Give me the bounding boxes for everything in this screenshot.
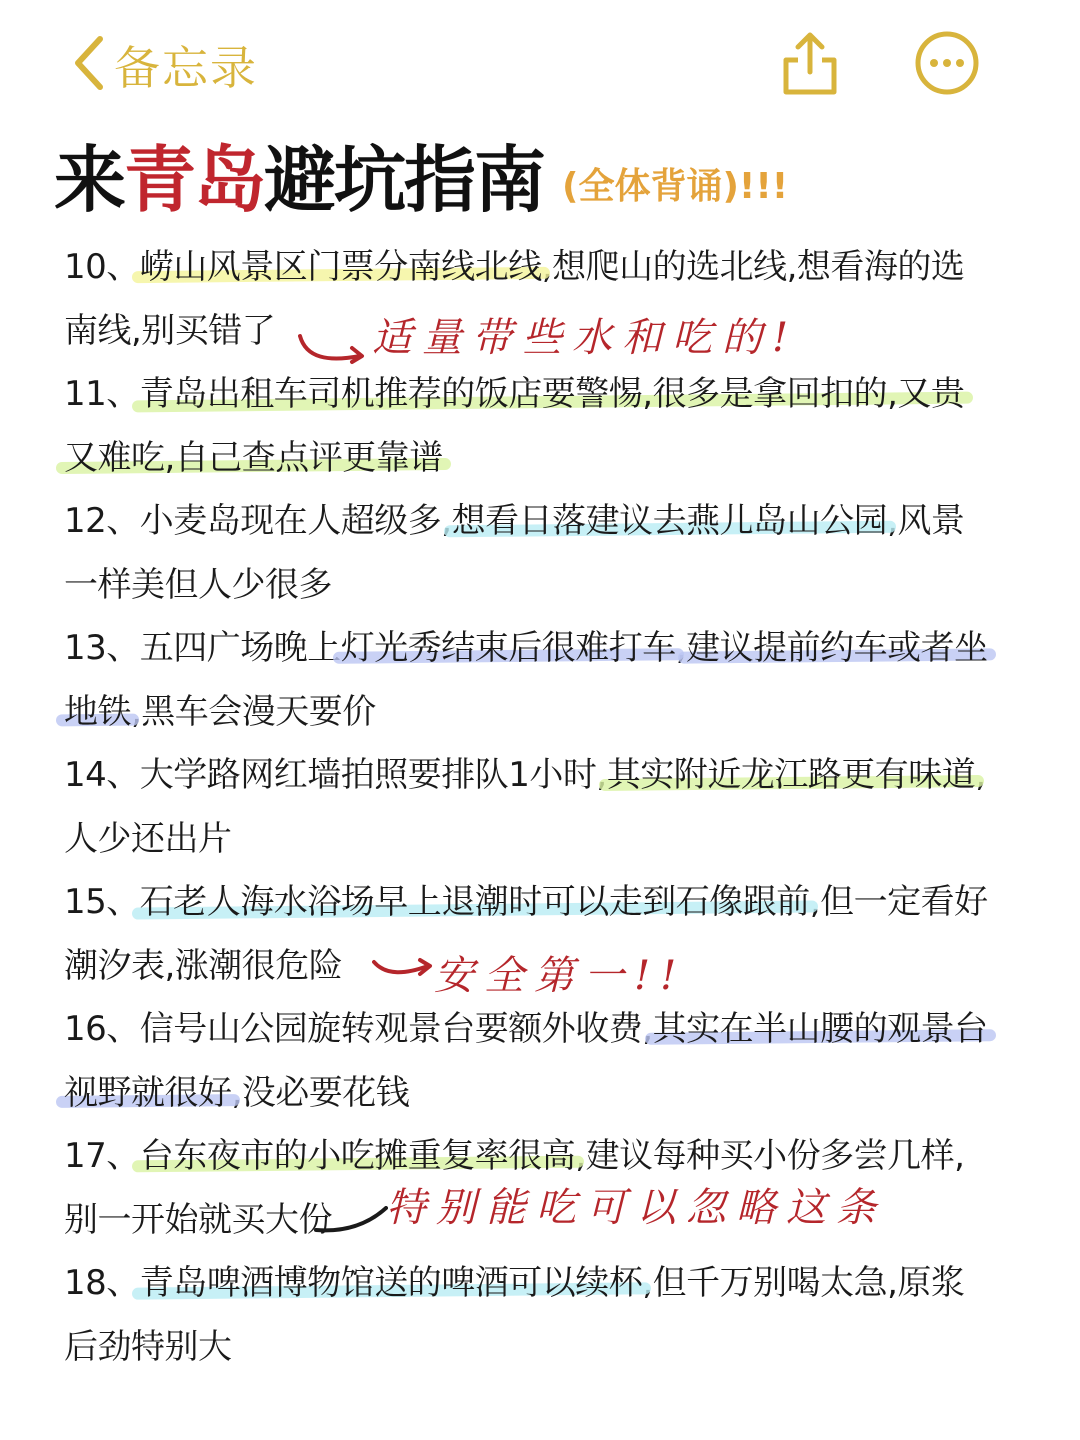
tip-highlight: 建议提前约车或者坐 — [686, 628, 988, 668]
more-button[interactable] — [914, 30, 980, 96]
ellipsis-circle-icon — [914, 81, 980, 100]
share-button[interactable] — [780, 30, 840, 96]
tip-text: 潮汐表,涨潮很危险 — [64, 945, 343, 986]
tip-text: 人少还出片 — [64, 818, 232, 859]
tip-highlight: 台东夜市的小吃摊重复率很高 — [139, 1136, 576, 1176]
tip-text: 18、 — [64, 1263, 140, 1303]
tip-text: 12、小麦岛现在人超级多, — [64, 501, 452, 541]
tip-highlight: 想看日落建议去燕儿岛山公园 — [451, 501, 888, 541]
tip-text: 10、 — [64, 247, 140, 287]
handnote-water: 适量带些水和吃的! — [372, 315, 799, 361]
back-label: 备忘录 — [114, 41, 258, 95]
tip-text: 17、 — [64, 1136, 140, 1176]
tip-highlight: 地铁 — [64, 691, 131, 732]
title-part2: 避坑指南 — [264, 138, 545, 222]
handnote-eat: 特别能吃可以忽略这条 — [386, 1185, 886, 1231]
top-bar — [0, 0, 1080, 130]
tip-highlight: 青岛出租车司机推荐的饭店要警惕,很多是拿回扣的,又贵 — [139, 374, 965, 414]
tip-highlight: 其实在半山腰的观景台 — [652, 1009, 988, 1049]
title-part1: 来 — [54, 138, 125, 222]
tip-highlight: 灯光秀结束后很难打车 — [340, 628, 676, 668]
tip-text: ,建议每种买小份多尝几样, — [575, 1136, 965, 1176]
tip-11 — [64, 363, 1024, 490]
tip-text: 后劲特别大 — [64, 1326, 232, 1367]
page-title — [54, 122, 544, 226]
title-row — [54, 122, 1054, 222]
tip-12 — [64, 490, 1024, 617]
share-icon — [780, 81, 840, 100]
title-accent: 青岛 — [124, 138, 265, 222]
tip-text: , — [675, 628, 687, 668]
tip-text: 15、 — [64, 882, 140, 922]
tip-text: ,风景 — [887, 501, 965, 541]
tip-text: 16、信号山公园旋转观景台要额外收费, — [64, 1009, 653, 1049]
tip-highlight: 其实附近龙江路更有味道 — [606, 755, 976, 795]
back-button[interactable] — [72, 30, 258, 100]
tip-text: , — [975, 755, 986, 795]
tip-18 — [64, 1252, 1024, 1379]
tip-highlight: 石老人海水浴场早上退潮时可以走到石像跟前 — [139, 882, 810, 922]
handnote-arrow-icon — [298, 330, 370, 370]
title-note: (全体背诵)!!! — [562, 166, 789, 207]
tip-14 — [64, 744, 1024, 871]
tip-text: ,想爬山的选北线,想看海的选 — [541, 247, 965, 287]
tip-13 — [64, 617, 1024, 744]
handnote-arrow-icon — [372, 952, 436, 982]
tip-highlight: 崂山风景区门票分南线北线 — [139, 247, 542, 287]
handnote-underline-icon — [314, 1206, 388, 1236]
tip-text: ,但一定看好 — [809, 882, 988, 922]
tip-text: ,但千万别喝太急,原浆 — [642, 1263, 965, 1303]
tip-text: 别一开始就买大份 — [64, 1199, 332, 1240]
tip-highlight: 青岛啤酒博物馆送的啤酒可以续杯 — [139, 1263, 643, 1303]
handnote-safety: 安全第一!! — [434, 953, 687, 999]
tip-16 — [64, 998, 1024, 1125]
tip-text: ,黑车会漫天要价 — [131, 691, 376, 732]
chevron-left-icon — [72, 35, 104, 95]
tip-highlight: 又难吃,自己查点评更靠谱 — [64, 437, 443, 478]
tip-highlight: 视野就很好 — [64, 1072, 232, 1113]
tip-text: 13、五四广场晚上 — [64, 628, 341, 668]
tip-text: ,没必要花钱 — [231, 1072, 410, 1113]
tip-text: 11、 — [64, 374, 140, 414]
tip-text: 14、大学路网红墙拍照要排队1小时, — [64, 755, 607, 795]
tip-text: 南线,别买错了 — [64, 310, 276, 351]
tip-text: 一样美但人少很多 — [64, 564, 332, 605]
